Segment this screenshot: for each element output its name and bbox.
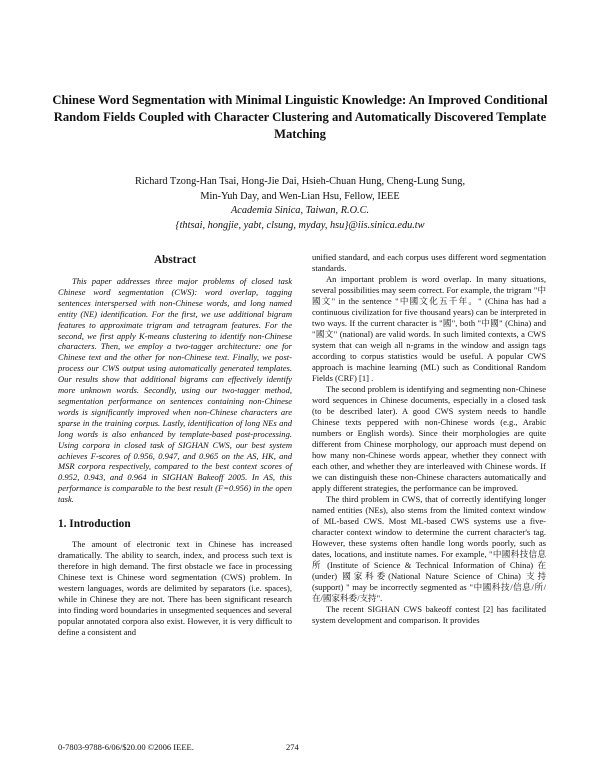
authors-line-2: Min-Yuh Day, and Wen-Lian Hsu, Fellow, IEEE <box>200 190 400 202</box>
intro-paragraph-2: An important problem is word overlap. In many situations, several possibilities may seem correct. For example, the trigram "中國文" in the sentence "中國文化五千年。" (China has had a continuous civilization for five thousand years) can be interpreted in two ways. If the current character is "國", both "中國" (China) and "國文" (national) are valid words. In such limited contexts, a CWS system that can weigh all n-grams in the window and assign tags according to corpus statistics would be useful. A popular CWS approach is machine learning (ML) such as Conditional Random Fields (CRF) [1] . <box>312 274 546 383</box>
abstract-heading: Abstract <box>153 254 197 266</box>
right-column <box>312 252 546 626</box>
intro-paragraph-3: The second problem is identifying and segmenting non-Chinese word sequences in Chinese documents, especially in a closed task (to be described later). A good CWS system needs to handle Chinese texts peppered with non-Chinese words (e.g., Arabic numbers or English words). Since their morphologies are quite different from Chinese morphology, our approach must depend on how many non-Chinese words appear, whether they connect with each other, and whether they are interleaved with Chinese words. If we can distinguish these non-Chinese characters automatically and apply different strategies, the performance can be improved. <box>312 384 546 493</box>
author-block <box>70 175 530 233</box>
left-column <box>58 254 292 638</box>
page-number: 274 <box>286 742 299 752</box>
author-emails: {thtsai, hongjie, yabt, clsung, myday, hsu}@iis.sinica.edu.tw <box>175 219 425 231</box>
affiliation: Academia Sinica, Taiwan, R.O.C. <box>230 205 370 216</box>
copyright-notice: 0-7803-9788-6/06/$20.00 ©2006 IEEE. <box>58 742 194 752</box>
paper-title: Chinese Word Segmentation with Minimal Linguistic Knowledge: An Improved Conditional Random Fields Coupled with Character Clustering and Automatically Discovered Template Matching <box>52 93 548 141</box>
authors-line-1: Richard Tzong-Han Tsai, Hong-Jie Dai, Hsieh-Chuan Hung, Cheng-Lung Sung, <box>134 176 466 187</box>
intro-paragraph-1-continued: unified standard, and each corpus uses different word segmentation standards. <box>312 252 546 273</box>
intro-paragraph-4: The third problem in CWS, that of correctly identifying longer named entities (NEs), also stems from the limited context window of ML-based CWS. Most ML-based CWS systems use a five-character context window to determine the current character's tag. However, these systems often handle long words poorly, such as dates, locations, and institute names. For example, "中國科技信息所 (Institute of Science & Technical Information of China) 在 (under) 國家科委(National Nature Science of China) 支持 (support) " may be incorrectly segmented as "中國科技/信息/所/在/國家科委/支持". <box>312 494 546 603</box>
intro-paragraph-5: The recent SIGHAN CWS bakeoff contest [2] has facilitated system development and comparison. It provides <box>312 604 546 625</box>
abstract-text: This paper addresses three major problems of closed task Chinese word segmentation (CWS): word overlap, tagging sentences interspersed with non-Chinese words, and long named entity (NE) identification. For the first, we use additional bigram features to approximate trigram and tetragram features. For the second, we first apply K-means clustering to identify non-Chinese characters. Then, we employ a two-tagger architecture: one for Chinese text and the other for non-Chinese text. Finally, we post-process our CWS output using automatically generated templates. Our results show that additional bigrams can effectively identify more unknown words. Secondly, using our two-tagger method, segmentation performance on sentences containing non-Chinese words is significantly improved when non-Chinese characters are sparse in the training corpus. Lastly, identification of long NEs and long words is also enhanced by template-based post-processing. Using corpora in closed task of SIGHAN CWS, our best system achieves F-scores of 0.956, 0.947, and 0.965 on the AS, HK, and MSR corpora respectively, compared to the best context scores of 0.952, 0.943, and 0.964 in SIGHAN Bakeoff 2005. In AS, this performance is comparable to the best result (F=0.956) in the open task. <box>58 276 292 505</box>
introduction-heading: 1. Introduction <box>58 518 131 531</box>
intro-paragraph-1: The amount of electronic text in Chinese has increased dramatically. The ability to search, index, and process such text is therefore in high demand. The first obstacle we face in processing Chinese text is Chinese word segmentation (CWS) problem. In western languages, words are delimited by separators (i.e. spaces), while in Chinese they are not. There has been significant research into finding word boundaries in unsegmented sequences and several popular annotated corpora also exist. However, it is very difficult to define a consistent and <box>58 539 292 638</box>
